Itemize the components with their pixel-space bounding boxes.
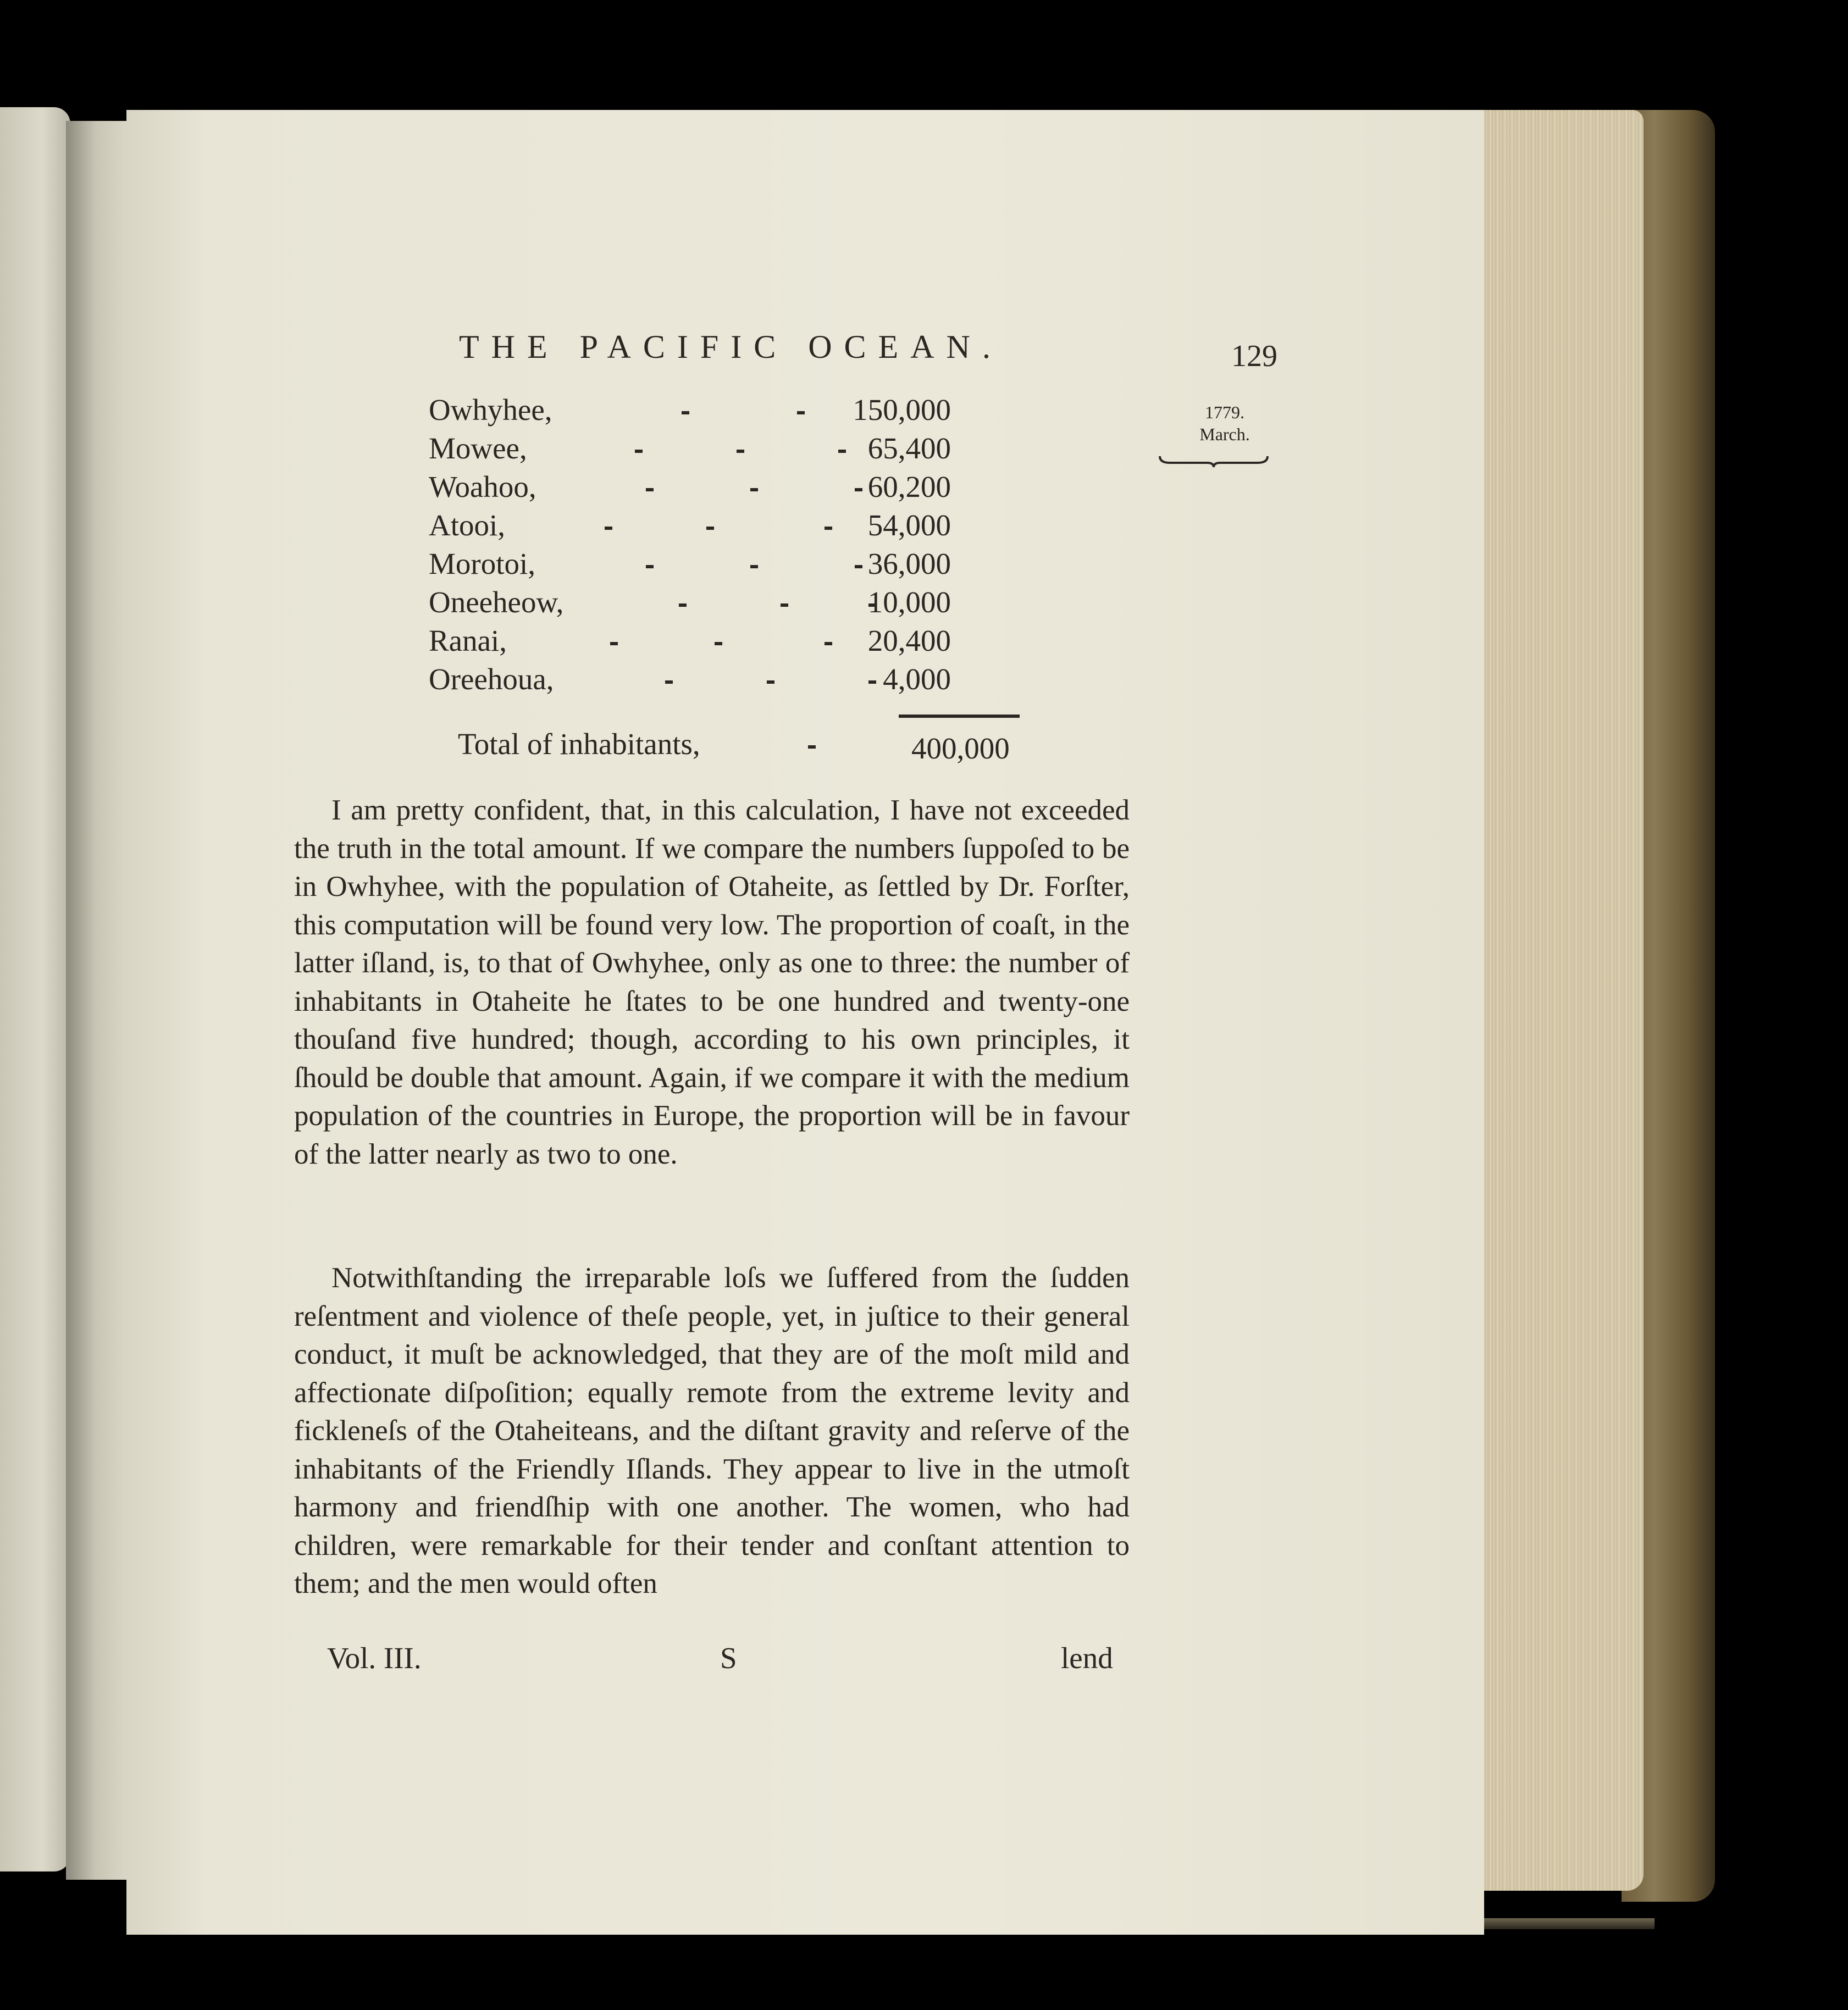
island-name: Ranai, bbox=[429, 624, 507, 657]
margin-note-month: March. bbox=[1199, 424, 1250, 444]
island-name: Owhyhee, bbox=[429, 393, 552, 427]
table-row bbox=[429, 431, 1022, 469]
brace-icon bbox=[1159, 454, 1269, 468]
population-count: 60,200 bbox=[867, 470, 951, 503]
population-count: 20,400 bbox=[867, 624, 951, 657]
table-row bbox=[429, 585, 1022, 623]
population-count: 150,000 bbox=[853, 393, 951, 427]
population-count: 65,400 bbox=[867, 431, 951, 465]
island-name: Woahoo, bbox=[429, 470, 536, 503]
sum-rule bbox=[899, 715, 1020, 718]
table-row bbox=[429, 469, 1022, 508]
total-label: Total of inhabitants, bbox=[458, 727, 700, 761]
table-row bbox=[429, 508, 1022, 546]
catchword: lend bbox=[1061, 1641, 1113, 1675]
population-count: 10,000 bbox=[867, 585, 951, 619]
table-row bbox=[429, 623, 1022, 662]
margin-note-year: 1779. bbox=[1205, 402, 1244, 422]
island-name: Atooi, bbox=[429, 508, 506, 542]
table-row bbox=[429, 662, 1022, 700]
volume-marker: Vol. III. bbox=[327, 1641, 422, 1675]
population-count: 4,000 bbox=[883, 662, 951, 696]
table-row bbox=[429, 546, 1022, 585]
paragraph: I am pretty confident, that, in this calculation, I have not exceeded the truth in the total amount. If we compare the numbers ſuppoſed to be in Owhyhee, with the population of Otaheite, as ſettled by Dr. Forſter, this computation will be found very low. The proportion of coaſt, in the latter iſland, is, to that of Owhyhee, only as one to three: the number of inhabitants in Otaheite he ſtates to be one hundred and twenty-one thouſand five hundred; though, according to his own principles, it ſhould be double that amount. Again, if we compare it with the medium population of the countries in Europe, the proportion will be in favour of the latter nearly as two to one. bbox=[294, 794, 1130, 1170]
island-name: Oreehoua, bbox=[429, 662, 554, 696]
margin-note bbox=[1181, 401, 1269, 445]
paragraph: Notwithſtanding the irreparable loſs we ſuffered from the ſudden reſentment and violence of theſe people, yet, in juſtice to their general conduct, it muſt be acknowledged, that they are of the moſt mild and affectionate diſpoſition; equally remote from the extreme levity and fickleneſs of the Otaheiteans, and the diſtant gravity and reſerve of the inhabitants of the Friendly Iſlands. They appear to live in the utmoſt harmony and friendſhip with one another. The women, who had children, were remarkable for their tender and conſtant attention to them; and the men would often bbox=[294, 1262, 1130, 1599]
running-head: THE PACIFIC OCEAN. bbox=[459, 329, 1003, 365]
island-name: Mowee, bbox=[429, 431, 527, 465]
gutter bbox=[66, 121, 132, 1880]
population-count: 54,000 bbox=[867, 508, 951, 542]
signature-mark: S bbox=[720, 1641, 737, 1675]
population-count: 36,000 bbox=[867, 547, 951, 580]
total-value: 400,000 bbox=[911, 732, 1010, 765]
page-fore-edge bbox=[1479, 110, 1644, 1891]
island-name: Oneeheow, bbox=[429, 585, 564, 619]
left-page-edge bbox=[0, 107, 70, 1871]
island-name: Morotoi, bbox=[429, 547, 536, 580]
page-number: 129 bbox=[1231, 339, 1277, 373]
table-row bbox=[429, 392, 1022, 431]
